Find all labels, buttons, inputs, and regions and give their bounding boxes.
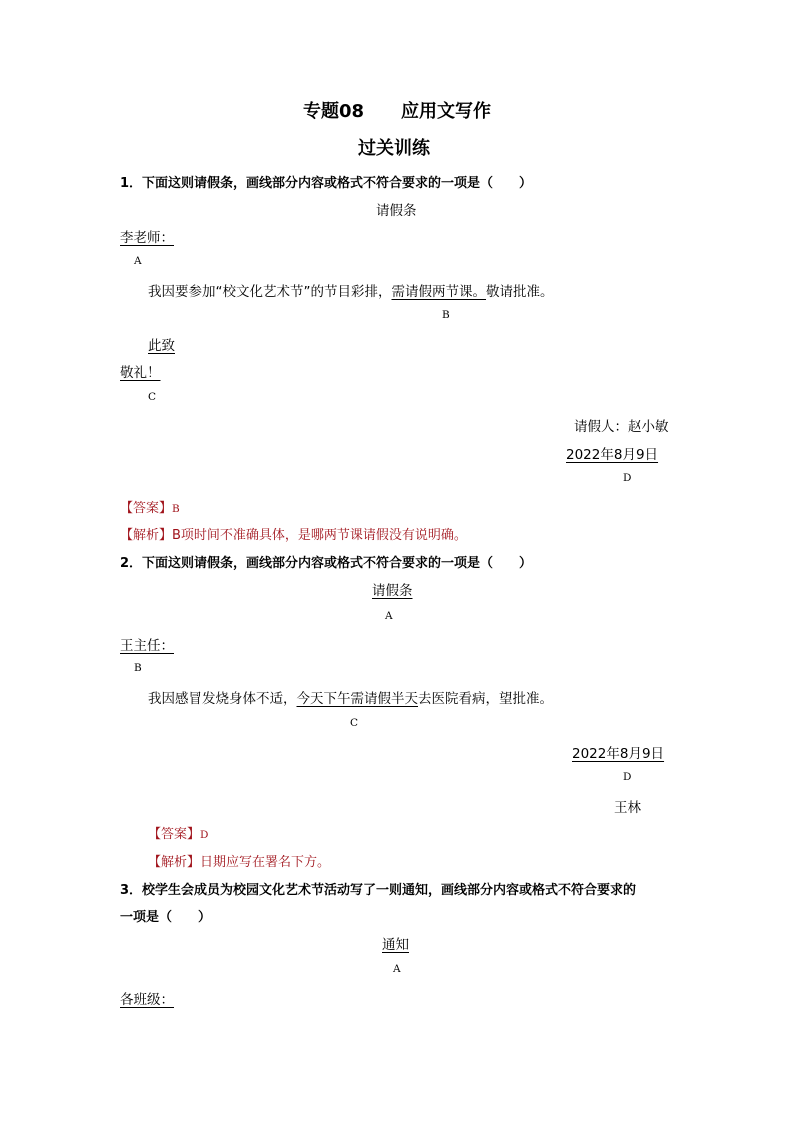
q2-mark-d: D [623,771,632,783]
q1-analysis-text: B项时间不准确具体，是哪两节课请假没有说明确。 [172,528,467,543]
q1-analysis [120,524,467,543]
q1-body-before: 我因要参加“校文化艺术节”的节目彩排， [148,284,392,300]
q1-mark-b: B [442,309,450,321]
question-3-stem-line-2: 一项是（ ） [120,910,212,925]
q1-date: 2022年8月9日 [566,447,659,463]
q2-answer [148,823,208,842]
q2-signer: 王林 [614,800,641,816]
q1-closing-2: 敬礼！ [120,365,161,381]
q1-body-underlined: 需请假两节课。 [391,284,486,300]
q2-analysis-label: 【解析】 [148,855,201,870]
q1-note-title: 请假条 [376,203,417,219]
q1-signer: 请假人：赵小敏 [574,419,669,435]
q1-answer-label: 【答案】 [120,501,173,516]
q1-salutation: 李老师： [120,230,174,246]
q2-analysis-text: 日期应写在署名下方。 [200,855,331,870]
q2-date: 2022年8月9日 [572,746,665,762]
q2-salutation: 王主任： [120,638,174,654]
q1-mark-a: A [134,255,142,267]
q3-note-title: 通知 [382,937,409,953]
q1-analysis-label: 【解析】 [120,528,173,543]
q2-body-underlined: 今天下午需请假半天 [296,691,418,707]
q2-mark-b: B [134,662,142,674]
q3-mark-a: A [393,963,401,975]
q1-body [148,280,554,300]
q2-analysis [148,851,330,870]
q1-body-after: 敬请批准。 [486,284,554,300]
q1-answer-value: B [172,503,180,515]
q1-mark-c: C [148,391,157,403]
topic-name: 应用文写作 [401,101,491,122]
q1-mark-d: D [623,472,632,484]
q2-mark-a: A [385,610,393,622]
q2-body [148,687,553,707]
question-1-stem: 1．下面这则请假条，画线部分内容或格式不符合要求的一项是（ ） [120,176,533,191]
q2-body-before: 我因感冒发烧身体不适， [148,691,297,707]
q3-salutation: 各班级： [120,992,174,1008]
section-subtitle: 过关训练 [358,138,430,159]
q2-answer-label: 【答案】 [148,827,201,842]
q2-note-title: 请假条 [372,583,413,599]
question-2-stem: 2．下面这则请假条，画线部分内容或格式不符合要求的一项是（ ） [120,556,533,571]
q1-answer [120,497,180,516]
q2-mark-c: C [350,717,359,729]
q1-closing-1: 此致 [148,338,175,354]
question-3-stem-line-1: 3．校学生会成员为校园文化艺术节活动写了一则通知，画线部分内容或格式不符合要求的 [120,883,637,898]
topic-number: 专题08 [303,101,365,122]
q2-answer-value: D [200,829,209,841]
q2-body-after: 去医院看病，望批准。 [418,691,553,707]
